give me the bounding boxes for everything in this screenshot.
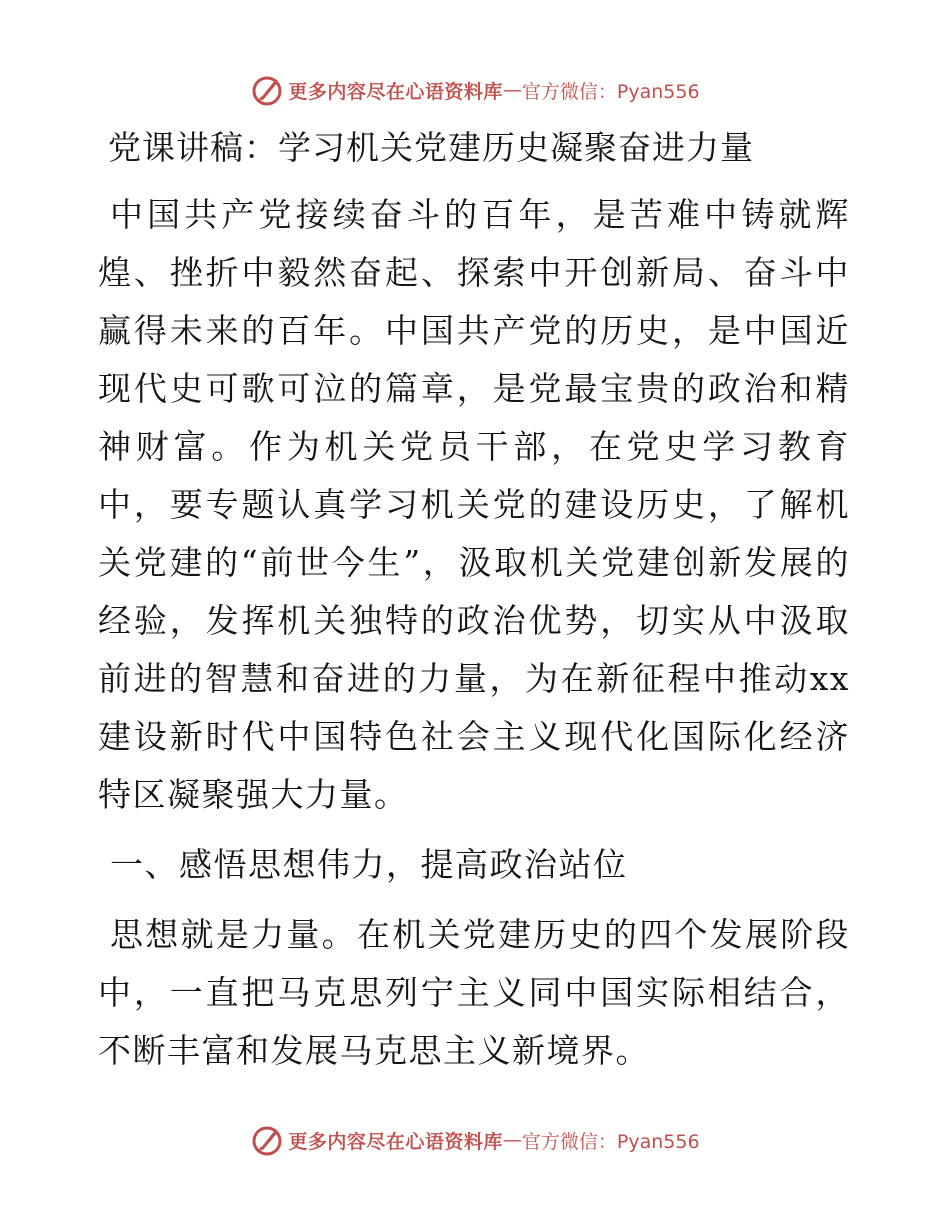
- header-watermark: [0, 70, 950, 110]
- quill-pen-logo-icon: [250, 1123, 284, 1157]
- quill-pen-logo-icon: [250, 73, 284, 107]
- banner-dash: —: [502, 1129, 522, 1151]
- banner-dash: —: [502, 79, 522, 101]
- document-body: [98, 122, 850, 1092]
- document-title: 党课讲稿：学习机关党建历史凝聚奋进力量: [108, 128, 754, 167]
- section-1-heading: 一、感悟思想伟力，提高政治站位: [110, 845, 628, 884]
- banner-brand-text: 更多内容尽在心语资料库: [288, 1130, 503, 1153]
- banner-wechat-text: 官方微信：Pyan556: [521, 1130, 700, 1153]
- intro-paragraph: 中国共产党接续奋斗的百年，是苦难中铸就辉煌、挫折中毅然奋起、探索中开创新局、奋斗中赢得未来的百年。中国共产党的历史，是中国近现代史可歌可泣的篇章，是党最宝贵的政治和精神财富。作为机关党员干部，在党史学习教育中，要专题认真学习机关党的建设历史，了解机关党建的“前世今生”，汲取机关党建创新发展的经验，发挥机关独特的政治优势，切实从中汲取前进的智慧和奋进的力量，为在新征程中推动xx建设新时代中国特色社会主义现代化国际化经济特区凝聚强大力量。: [98, 195, 850, 814]
- banner-brand-text: 更多内容尽在心语资料库: [288, 80, 503, 103]
- banner-wechat-text: 官方微信：Pyan556: [521, 80, 700, 103]
- footer-watermark: [0, 1120, 950, 1160]
- section-1-paragraph: 思想就是力量。在机关党建历史的四个发展阶段中，一直把马克思列宁主义同中国实际相结合，不断丰富和发展马克思主义新境界。: [98, 915, 850, 1070]
